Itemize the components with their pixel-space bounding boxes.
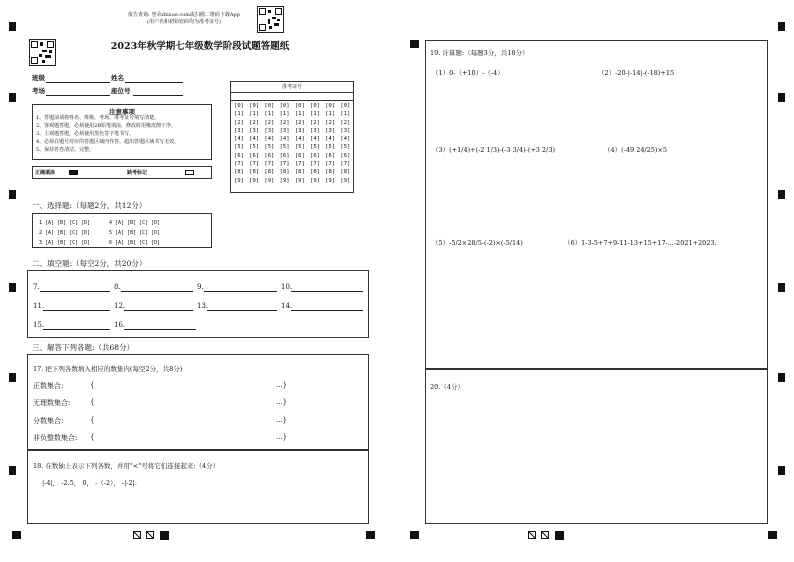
- q18-numbers: |-4|， -2.5， 0， -（-2）， -|-2|.: [42, 479, 137, 487]
- exam-id-bubble[interactable]: [7]: [325, 161, 336, 168]
- exam-id-bubble[interactable]: [1]: [325, 111, 336, 118]
- exam-id-column: [339, 102, 351, 185]
- alignment-mark: [768, 531, 777, 539]
- seat-field[interactable]: [133, 95, 183, 96]
- exam-id-bubble[interactable]: [6]: [294, 152, 305, 159]
- exam-id-bubble[interactable]: [0]: [234, 103, 244, 109]
- exam-id-bubble[interactable]: [9]: [279, 177, 290, 184]
- set-close-brace: ...}: [276, 398, 288, 406]
- exam-id-column: [233, 102, 245, 185]
- q19-title: 19. 计算题:（每题3分，共18分）: [430, 49, 529, 57]
- exam-id-bubble[interactable]: [1]: [340, 111, 351, 118]
- exam-id-bubble[interactable]: [5]: [279, 144, 290, 151]
- exam-id-bubble[interactable]: [9]: [310, 177, 320, 184]
- exam-id-column: [279, 102, 291, 185]
- set-label: 无理数集合:: [33, 399, 71, 407]
- blank-answer-line[interactable]: [124, 329, 196, 330]
- blank-answer-line[interactable]: [207, 310, 277, 311]
- set-close-brace: ...}: [276, 433, 288, 441]
- exam-id-bubble[interactable]: [2]: [234, 119, 244, 126]
- blank-answer-line[interactable]: [43, 310, 110, 311]
- correct-fill-label: 正确填涂: [35, 170, 56, 176]
- exam-id-bubble[interactable]: [8]: [340, 169, 351, 176]
- q19-item: （4）(-49 24/25)×5: [604, 146, 668, 154]
- blank-answer-line[interactable]: [43, 329, 110, 330]
- exam-id-column: [248, 102, 260, 185]
- blank-number: 9.: [197, 283, 204, 291]
- exam-id-bubble[interactable]: [3]: [234, 127, 244, 134]
- correct-fill-sample: [69, 170, 78, 175]
- exam-id-bubble[interactable]: [3]: [294, 127, 305, 134]
- page-code: [528, 531, 568, 540]
- exam-id-bubble[interactable]: [0]: [340, 103, 351, 109]
- exam-id-bubble[interactable]: [8]: [325, 169, 336, 176]
- q18-area[interactable]: [27, 450, 369, 524]
- exam-id-bubble[interactable]: [7]: [294, 161, 305, 168]
- choice-row[interactable]: 2 [A] [B] [C] [D]: [39, 230, 91, 236]
- exam-id-bubble[interactable]: [0]: [249, 103, 260, 109]
- exam-id-bubble[interactable]: [6]: [234, 152, 244, 159]
- exam-id-column: [324, 102, 336, 185]
- blank-answer-line[interactable]: [291, 291, 363, 292]
- blank-number: 14.: [281, 302, 293, 310]
- fill-sample-box: [32, 166, 212, 179]
- class-field[interactable]: [46, 82, 110, 83]
- blank-answer-line[interactable]: [121, 291, 193, 292]
- seat-label: 座位号: [111, 87, 131, 95]
- exam-id-bubble[interactable]: [3]: [340, 127, 351, 134]
- page-code: [133, 531, 173, 540]
- set-close-brace: ...}: [276, 416, 288, 424]
- blank-number: 8.: [114, 283, 121, 291]
- alignment-mark: [9, 190, 16, 199]
- choice-row[interactable]: 1 [A] [B] [C] [D]: [39, 220, 91, 226]
- exam-id-bubble[interactable]: [6]: [325, 152, 336, 159]
- q20-title: 20.（4分）: [430, 383, 464, 391]
- exam-id-bubble[interactable]: [4]: [279, 136, 290, 143]
- alignment-mark: [9, 93, 16, 102]
- alignment-mark: [366, 531, 375, 539]
- exam-id-bubble[interactable]: [8]: [310, 169, 320, 176]
- exam-id-bubble[interactable]: [7]: [264, 161, 275, 168]
- exam-id-grid: [230, 81, 354, 193]
- q19-item: （5）-5/2×28/5-(-2)×(-5/14): [432, 239, 523, 247]
- exam-id-bubble[interactable]: [5]: [340, 144, 351, 151]
- exam-id-bubble[interactable]: [6]: [264, 152, 275, 159]
- alignment-mark: [778, 466, 785, 475]
- choice-row[interactable]: 6 [A] [B] [C] [D]: [109, 240, 161, 246]
- exam-id-bubble[interactable]: [3]: [264, 127, 275, 134]
- exam-id-bubble[interactable]: [5]: [249, 144, 260, 151]
- set-label: 分数集合:: [33, 417, 64, 425]
- exam-id-bubble[interactable]: [1]: [310, 111, 320, 118]
- alignment-mark: [12, 531, 21, 539]
- alignment-mark: [778, 190, 785, 199]
- notes-item: 5、保持答卷清洁、完整。: [36, 147, 95, 153]
- exam-id-bubble[interactable]: [4]: [234, 136, 244, 143]
- blank-answer-line[interactable]: [291, 310, 363, 311]
- exam-id-bubble[interactable]: [7]: [234, 161, 244, 168]
- exam-id-bubble[interactable]: [6]: [340, 152, 351, 159]
- exam-id-bubble[interactable]: [0]: [294, 103, 305, 109]
- exam-id-bubble[interactable]: [4]: [249, 136, 260, 143]
- exam-id-bubble[interactable]: [6]: [310, 152, 320, 159]
- exam-id-bubble[interactable]: [1]: [279, 111, 290, 118]
- blank-number: 10.: [281, 283, 293, 291]
- absent-checkbox[interactable]: [185, 170, 194, 175]
- exam-id-bubble[interactable]: [7]: [249, 161, 260, 168]
- exam-id-bubble[interactable]: [9]: [294, 177, 305, 184]
- exam-id-bubble[interactable]: [2]: [325, 119, 336, 126]
- exam-id-bubble[interactable]: [8]: [279, 169, 290, 176]
- exam-id-bubble[interactable]: [8]: [249, 169, 260, 176]
- exam-id-bubble[interactable]: [9]: [264, 177, 275, 184]
- q19-item: （6）1-3-5+7+9-11-13+15+17-...-2021+2023.: [564, 239, 717, 247]
- alignment-mark: [778, 93, 785, 102]
- exam-id-bubble[interactable]: [1]: [234, 111, 244, 118]
- exam-id-bubble[interactable]: [4]: [340, 136, 351, 143]
- exam-id-bubble[interactable]: [5]: [294, 144, 305, 151]
- alignment-mark: [410, 40, 419, 48]
- notes-box: [32, 104, 212, 160]
- exam-id-bubble[interactable]: [0]: [325, 103, 336, 109]
- alignment-mark: [778, 283, 785, 292]
- q19-area[interactable]: [425, 40, 768, 369]
- exam-id-bubble[interactable]: [5]: [325, 144, 336, 151]
- blank-number: 16.: [114, 321, 126, 329]
- exam-id-bubble[interactable]: [4]: [310, 136, 320, 143]
- set-open-brace: {: [90, 416, 95, 424]
- exam-id-bubble[interactable]: [0]: [310, 103, 320, 109]
- alignment-mark: [9, 22, 16, 31]
- notes-item: 2、客观题答题，必须使用2B铅笔填涂，修改时用橡皮擦干净。: [36, 123, 177, 129]
- choice-row[interactable]: 3 [A] [B] [C] [D]: [39, 240, 91, 246]
- exam-id-bubble[interactable]: [0]: [264, 103, 275, 109]
- page-title: 2023年秋学期七年级数学阶段试题答题纸: [110, 41, 290, 52]
- exam-id-bubble[interactable]: [5]: [234, 144, 244, 151]
- alignment-mark: [778, 373, 785, 382]
- choice-row[interactable]: 4 [A] [B] [C] [D]: [109, 220, 161, 226]
- exam-id-bubble[interactable]: [8]: [294, 169, 305, 176]
- exam-id-bubble[interactable]: [3]: [279, 127, 290, 134]
- report-query-line: 报告查询: 登录zhixue.com或扫描二维码下载App: [128, 12, 240, 18]
- q19-item: （3）(+1/4)+(-2 1/3)-(-3 3/4)-(+3 2/3): [432, 146, 555, 154]
- exam-id-bubble[interactable]: [6]: [279, 152, 290, 159]
- q17-area[interactable]: [27, 354, 369, 450]
- set-open-brace: {: [90, 398, 95, 406]
- alignment-mark: [778, 22, 785, 31]
- exam-id-bubble[interactable]: [2]: [310, 119, 320, 126]
- notes-item: 1、答题前请将姓名、班级、考场、准考证号填写清楚。: [36, 115, 160, 121]
- q19-item: （1）0-（+10）-（-4）: [432, 69, 504, 77]
- exam-id-bubble[interactable]: [2]: [340, 119, 351, 126]
- exam-id-bubble[interactable]: [2]: [279, 119, 290, 126]
- qr-code-icon: [257, 6, 284, 33]
- exam-id-bubble[interactable]: [4]: [294, 136, 305, 143]
- section1-title: 一、选择题:（每题2分，共12分）: [32, 201, 147, 210]
- exam-id-bubble[interactable]: [1]: [294, 111, 305, 118]
- exam-id-bubble[interactable]: [9]: [249, 177, 260, 184]
- blank-answer-line[interactable]: [124, 310, 193, 311]
- exam-id-bubble[interactable]: [0]: [279, 103, 290, 109]
- exam-id-bubble[interactable]: [8]: [234, 169, 244, 176]
- exam-id-bubble[interactable]: [3]: [325, 127, 336, 134]
- room-label: 考场: [32, 87, 45, 95]
- notes-title: 注意事项: [109, 108, 135, 116]
- blank-answer-line[interactable]: [40, 291, 110, 292]
- notes-item: 3、主观题答题，必须使用黑色签字笔书写。: [36, 131, 135, 137]
- choice-row[interactable]: 5 [A] [B] [C] [D]: [109, 230, 161, 236]
- exam-id-label: 准考证号: [281, 84, 302, 90]
- blank-number: 11.: [33, 302, 45, 310]
- set-label: 非负整数集合:: [33, 434, 78, 442]
- exam-id-column: [294, 102, 306, 185]
- alignment-mark: [9, 283, 16, 292]
- q18-title: 18. 在数轴上表示下列各数，并用"<"号将它们连接起来:（4分）: [33, 462, 220, 470]
- alignment-mark: [9, 466, 16, 475]
- alignment-mark: [410, 531, 419, 539]
- exam-id-bubble[interactable]: [2]: [294, 119, 305, 126]
- room-field[interactable]: [46, 95, 110, 96]
- login-hint-line: (用户名和初始密码均为准考证号): [147, 19, 221, 25]
- exam-id-bubble[interactable]: [8]: [264, 169, 275, 176]
- notes-item: 4、必须在题号对应的答题区域内作答，超出答题区域书写无效。: [36, 139, 180, 145]
- exam-id-bubble[interactable]: [1]: [249, 111, 260, 118]
- set-close-brace: ...}: [276, 381, 288, 389]
- q17-title: 17. 把下列各数填入相应的数集内(每空2分，共8分): [33, 365, 183, 373]
- set-open-brace: {: [90, 381, 95, 389]
- exam-id-bubble[interactable]: [7]: [310, 161, 320, 168]
- exam-id-bubble[interactable]: [3]: [249, 127, 260, 134]
- set-open-brace: {: [90, 433, 95, 441]
- exam-id-bubble[interactable]: [5]: [310, 144, 320, 151]
- exam-id-bubble[interactable]: [4]: [264, 136, 275, 143]
- blank-answer-line[interactable]: [204, 291, 277, 292]
- exam-id-column: [263, 102, 275, 185]
- class-label: 班级: [32, 74, 45, 82]
- exam-id-bubble[interactable]: [9]: [340, 177, 351, 184]
- section3-title: 三、解答下列各题:（共68分）: [32, 343, 135, 352]
- exam-id-bubble[interactable]: [4]: [325, 136, 336, 143]
- exam-id-bubble[interactable]: [3]: [310, 127, 320, 134]
- set-label: 正数集合:: [33, 382, 64, 390]
- alignment-mark: [9, 373, 16, 382]
- choice-area: [32, 213, 212, 248]
- exam-id-bubble[interactable]: [2]: [249, 119, 260, 126]
- name-label: 姓名: [111, 74, 124, 82]
- exam-id-column: [309, 102, 321, 185]
- section2-title: 二、填空题:（每空2分，共20分）: [32, 259, 147, 268]
- exam-id-bubble[interactable]: [1]: [264, 111, 275, 118]
- qr-code-icon: [29, 39, 56, 66]
- exam-id-bubble[interactable]: [7]: [340, 161, 351, 168]
- exam-id-bubble[interactable]: [2]: [264, 119, 275, 126]
- q20-area[interactable]: [425, 369, 768, 524]
- blank-number: 13.: [197, 302, 209, 310]
- blank-number: 7.: [33, 283, 40, 291]
- exam-id-bubble[interactable]: [5]: [264, 144, 275, 151]
- blank-number: 15.: [33, 321, 45, 329]
- q19-item: （2）-20-|-14|-(-18)+15: [598, 69, 675, 77]
- name-field[interactable]: [125, 82, 183, 83]
- exam-id-bubble[interactable]: [7]: [279, 161, 290, 168]
- exam-id-bubble[interactable]: [6]: [249, 152, 260, 159]
- exam-id-bubble[interactable]: [9]: [325, 177, 336, 184]
- absent-label: 缺考标记: [127, 170, 148, 176]
- exam-id-bubble[interactable]: [9]: [234, 177, 244, 184]
- blank-number: 12.: [114, 302, 126, 310]
